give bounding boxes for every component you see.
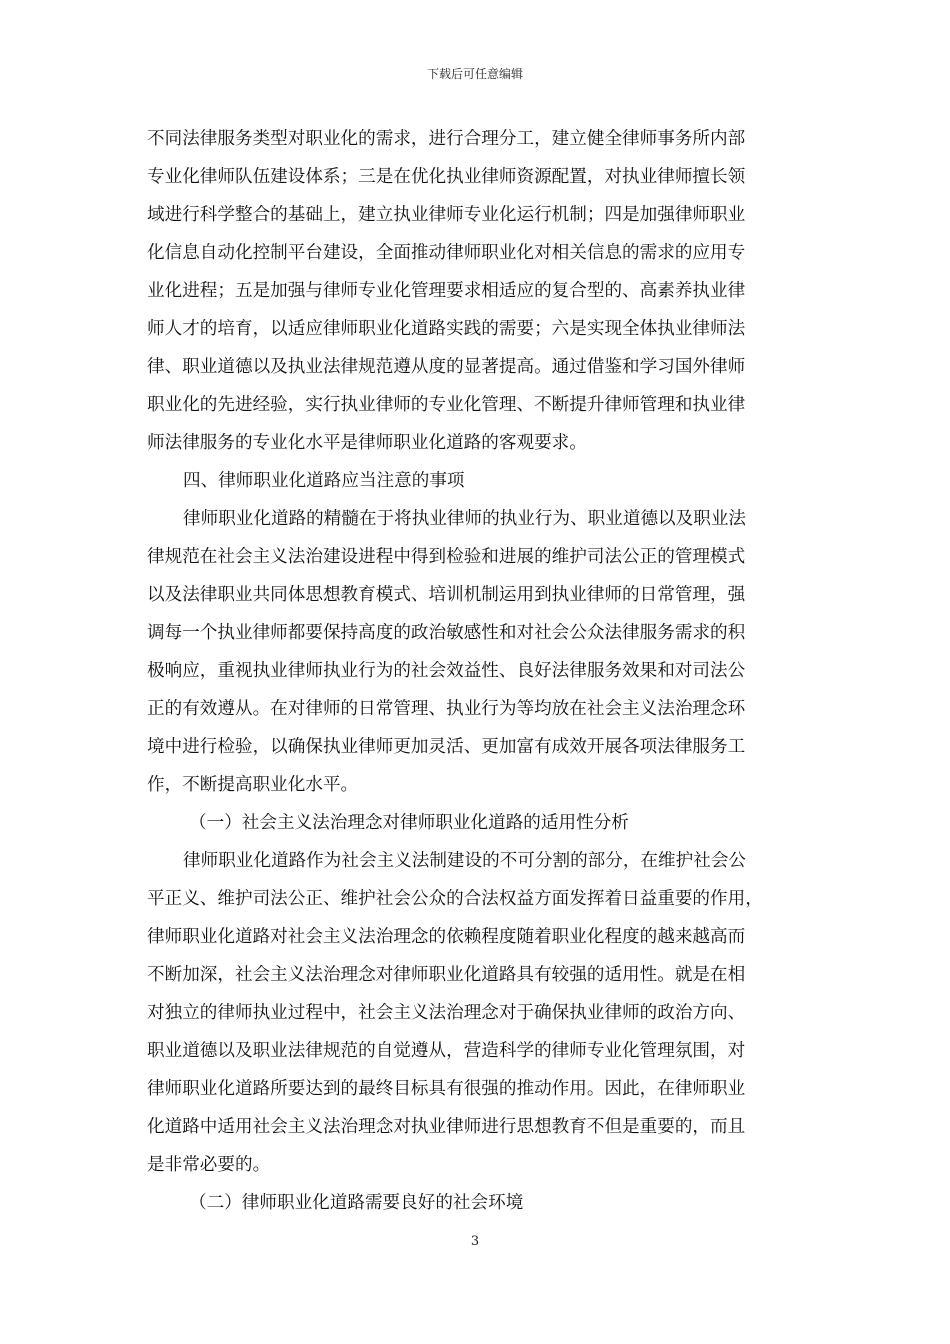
paragraph-line: 化信息自动化控制平台建设，全面推动律师职业化对相关信息的需求的应用专 — [147, 243, 746, 263]
paragraph-line: 作，不断提高职业化水平。 — [147, 775, 359, 795]
paragraph-line: 调每一个执业律师都要保持高度的政治敏感性和对社会公众法律服务需求的积 — [147, 623, 746, 643]
section-heading: 四、律师职业化道路应当注意的事项 — [183, 471, 465, 491]
paragraph-line: 极响应，重视执业律师执业行为的社会效益性、良好法律服务效果和对司法公 — [147, 661, 746, 681]
paragraph-line: 是非常必要的。 — [147, 1155, 271, 1175]
paragraph-line: 以及法律职业共同体思想教育模式、培训机制运用到执业律师的日常管理，强 — [147, 585, 746, 605]
paragraph-line: 律师职业化道路对社会主义法治理念的依赖程度随着职业化程度的越来越高而 — [147, 927, 746, 947]
document-body — [147, 120, 807, 1222]
paragraph-line: 职业道德以及职业法律规范的自觉遵从，营造科学的律师专业化管理氛围，对 — [147, 1041, 746, 1061]
subsection-heading: （一）社会主义法治理念对律师职业化道路的适用性分析 — [189, 813, 629, 833]
paragraph-line: 专业化律师队伍建设体系；三是在优化执业律师资源配置，对执业律师擅长领 — [147, 167, 746, 187]
paragraph-line: 业化进程；五是加强与律师专业化管理要求相适应的复合型的、高素养执业律 — [147, 281, 746, 301]
paragraph-line: 对独立的律师执业过程中，社会主义法治理念对于确保执业律师的政治方向、 — [147, 1003, 746, 1023]
page-number: 3 — [470, 1234, 480, 1249]
subsection-heading: （二）律师职业化道路需要良好的社会环境 — [189, 1193, 524, 1213]
paragraph-line: 平正义、维护司法公正、维护社会公众的合法权益方面发挥着日益重要的作用， — [147, 889, 763, 909]
paragraph-line: 律师职业化道路所要达到的最终目标具有很强的推动作用。因此，在律师职业 — [147, 1079, 746, 1099]
paragraph-line: 不同法律服务类型对职业化的需求，进行合理分工，建立健全律师事务所内部 — [147, 129, 746, 149]
paragraph-line: 师人才的培育，以适应律师职业化道路实践的需要；六是实现全体执业律师法 — [147, 319, 746, 339]
paragraph-line: 职业化的先进经验，实行执业律师的专业化管理、不断提升律师管理和执业律 — [147, 395, 746, 415]
paragraph-line: 律师职业化道路作为社会主义法制建设的不可分割的部分，在维护社会公 — [183, 851, 747, 871]
paragraph-line: 不断加深，社会主义法治理念对律师职业化道路具有较强的适用性。就是在相 — [147, 965, 746, 985]
paragraph-line: 正的有效遵从。在对律师的日常管理、执业行为等均放在社会主义法治理念环 — [147, 699, 746, 719]
paragraph-line: 律师职业化道路的精髓在于将执业律师的执业行为、职业道德以及职业法 — [183, 509, 747, 529]
paragraph-line: 境中进行检验，以确保执业律师更加灵活、更加富有成效开展各项法律服务工 — [147, 737, 746, 757]
paragraph-line: 师法律服务的专业化水平是律师职业化道路的客观要求。 — [147, 433, 587, 453]
paragraph-line: 化道路中适用社会主义法治理念对执业律师进行思想教育不但是重要的，而且 — [147, 1117, 746, 1137]
paragraph-line: 律、职业道德以及执业法律规范遵从度的显著提高。通过借鉴和学习国外律师 — [147, 357, 746, 377]
paragraph-line: 域进行科学整合的基础上，建立执业律师专业化运行机制；四是加强律师职业 — [147, 205, 746, 225]
page-header: 下载后可任意编辑 — [426, 67, 523, 81]
paragraph-line: 律规范在社会主义法治建设进程中得到检验和进展的维护司法公正的管理模式 — [147, 547, 746, 567]
